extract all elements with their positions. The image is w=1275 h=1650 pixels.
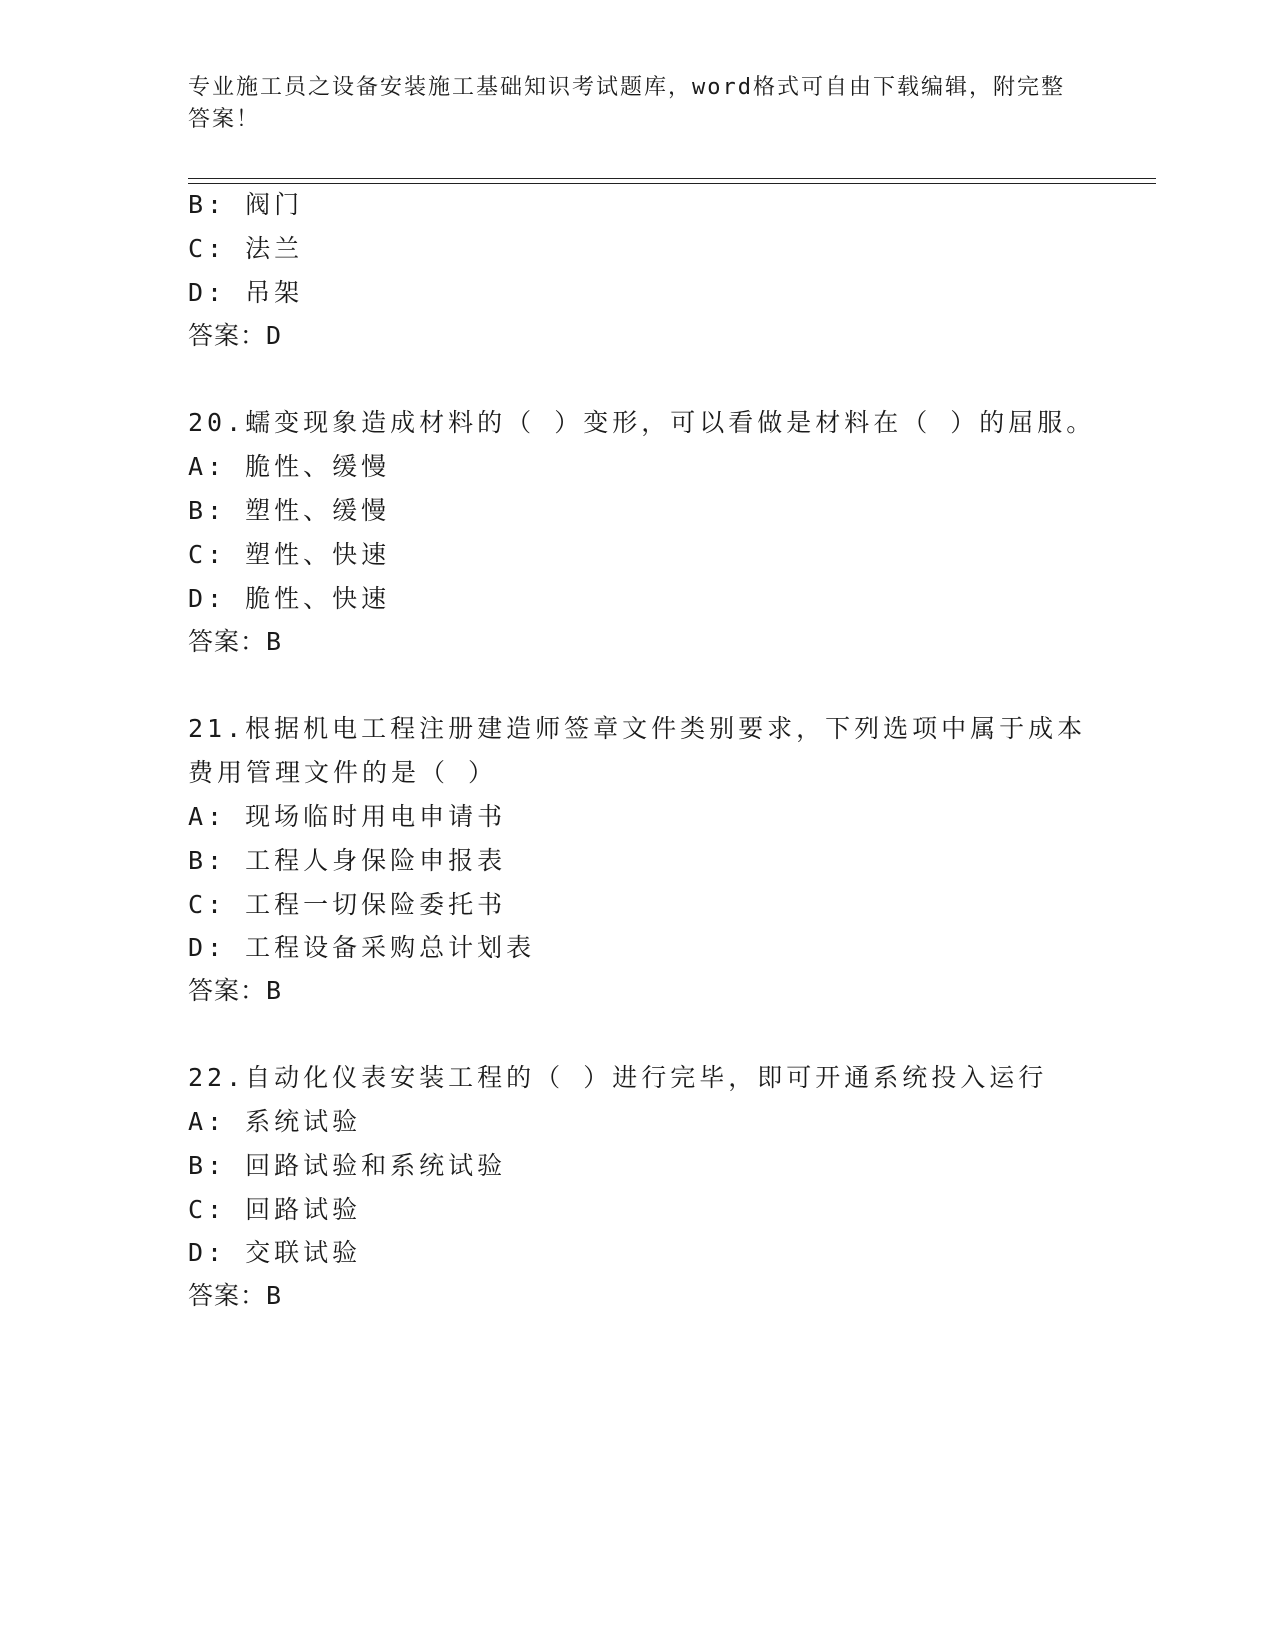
q20-option-b: B: 塑性、缓慢 — [188, 496, 391, 525]
q22-option-c: C: 回路试验 — [188, 1195, 362, 1224]
q21-option-a: A: 现场临时用电申请书 — [188, 802, 507, 831]
q19-option-c: C: 法兰 — [188, 234, 304, 263]
q21-stem-line-1: 21.根据机电工程注册建造师签章文件类别要求，下列选项中属于成本 — [188, 714, 1087, 743]
q21-stem-line-2: 费用管理文件的是（ ） — [188, 758, 498, 787]
q20-option-c: C: 塑性、快速 — [188, 540, 391, 569]
q22-option-d: D: 交联试验 — [188, 1238, 362, 1267]
q20-option-a: A: 脆性、缓慢 — [188, 452, 391, 481]
q19-option-d: D: 吊架 — [188, 278, 304, 307]
header-divider-secondary — [188, 183, 1156, 184]
q22-option-b: B: 回路试验和系统试验 — [188, 1151, 507, 1180]
q21-option-d: D: 工程设备采购总计划表 — [188, 933, 536, 962]
q22-answer: 答案：B — [188, 1281, 283, 1310]
header-divider — [188, 178, 1156, 179]
q22-option-a: A: 系统试验 — [188, 1107, 362, 1136]
q21-option-c: C: 工程一切保险委托书 — [188, 890, 507, 919]
q21-answer: 答案：B — [188, 976, 283, 1005]
q21-option-b: B: 工程人身保险申报表 — [188, 846, 507, 875]
q19-answer: 答案：D — [188, 321, 283, 350]
document-header: 专业施工员之设备安装施工基础知识考试题库，word格式可自由下载编辑，附完整答案！ — [188, 75, 1065, 132]
q20-answer: 答案：B — [188, 627, 283, 656]
q20-stem: 20.蠕变现象造成材料的（ ）变形，可以看做是材料在（ ）的屈服。 — [188, 408, 1096, 437]
q19-option-b: B: 阀门 — [188, 190, 304, 219]
q22-stem: 22.自动化仪表安装工程的（ ）进行完毕，即可开通系统投入运行 — [188, 1063, 1048, 1092]
q20-option-d: D: 脆性、快速 — [188, 584, 391, 613]
